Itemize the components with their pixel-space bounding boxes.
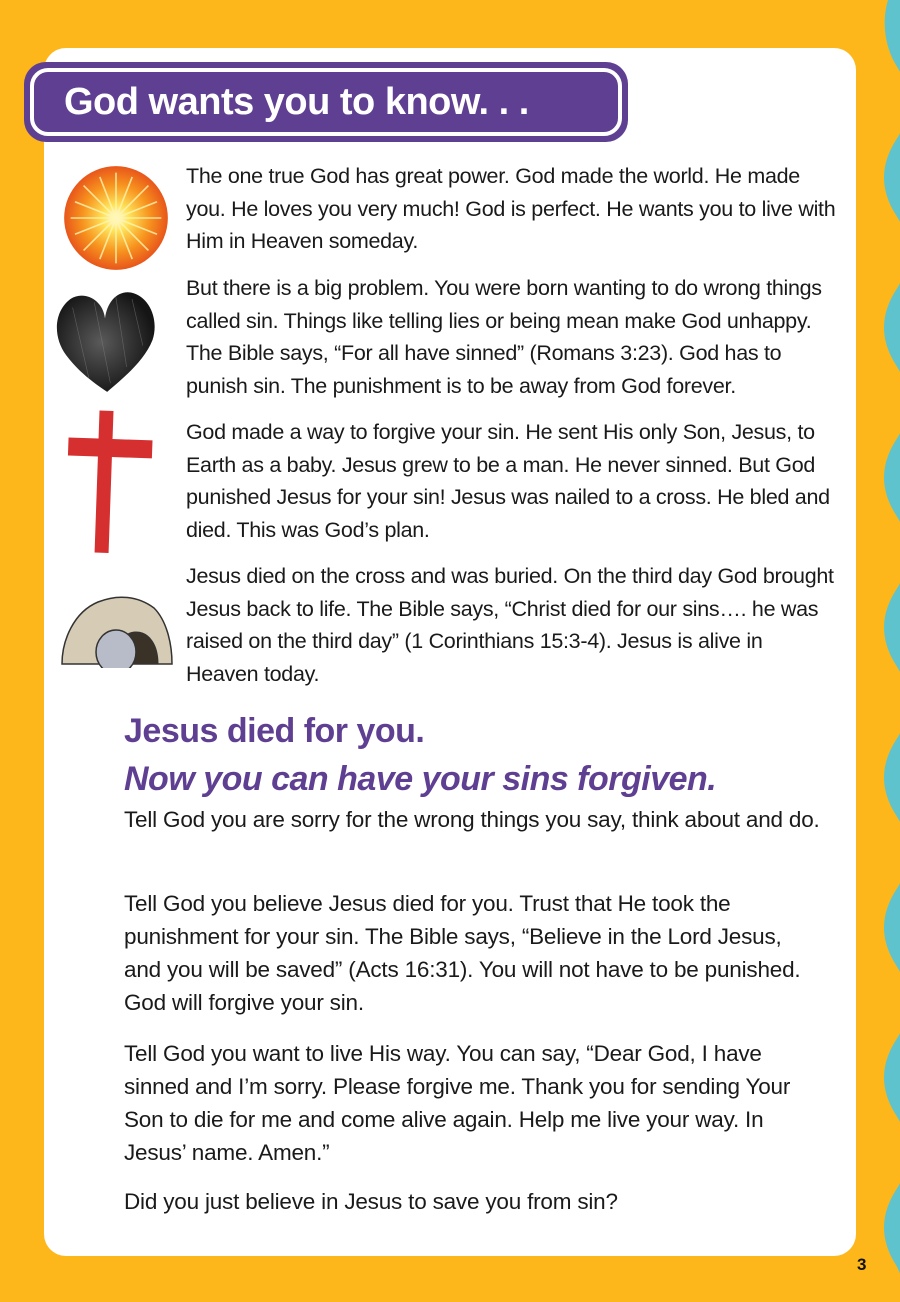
dark-heart-icon <box>50 286 160 394</box>
step-text-2: Tell God you believe Jesus died for you. Trust that He took the punishment for your sin. The Bible says, “Believe in the Lord Jesus, and you will be saved” (Acts 16:31). You will not have to be punished. God will forgive your sin. <box>124 891 801 1015</box>
section-text-2: But there is a big problem. You were born wanting to do wrong things called sin. Things like telling lies or being mean make God unhappy. The Bible says, “For all have sinned” (Romans 3:23). God has to punish sin. The punishment is to be away from God forever. <box>186 276 822 398</box>
title-badge <box>24 62 628 142</box>
step-text-3: Tell God you want to live His way. You can say, “Dear God, I have sinned and I’m sorry. Please forgive me. Thank you for sending Your Son to die for me and come alive again. Help me live your way. In Jesus’ name. Amen.” <box>124 1041 791 1165</box>
section-text-1: The one true God has great power. God made the world. He made you. He loves you very much! God is perfect. He wants you to live with Him in Heaven someday. <box>186 164 836 253</box>
section-text-3: God made a way to forgive your sin. He sent His only Son, Jesus, to Earth as a baby. Jesus grew to be a man. He never sinned. But God punished Jesus for your sin! Jesus was nailed to a cross. He bled and died. This was God’s plan. <box>186 420 830 542</box>
heading-sins-forgiven: Now you can have your sins forgiven. <box>124 760 717 798</box>
wave-border-decoration <box>860 0 900 1302</box>
sunburst-icon <box>62 164 170 272</box>
step-text-1: Tell God you are sorry for the wrong things you say, think about and do. <box>124 807 820 832</box>
step-text-4: Did you just believe in Jesus to save you from sin? <box>124 1189 618 1214</box>
cross-icon <box>64 408 158 558</box>
section-text-4: Jesus died on the cross and was buried. On the third day God brought Jesus back to life. The Bible says, “Christ died for our sins…. he was raised on the third day” (1 Corinthians 15:3-4). Jesus is alive in Heaven today. <box>186 564 834 686</box>
empty-tomb-icon <box>58 592 176 668</box>
heading-jesus-died: Jesus died for you. <box>124 712 425 750</box>
page-title: God wants you to know. . . <box>64 80 529 123</box>
page-number: 3 <box>857 1255 867 1274</box>
